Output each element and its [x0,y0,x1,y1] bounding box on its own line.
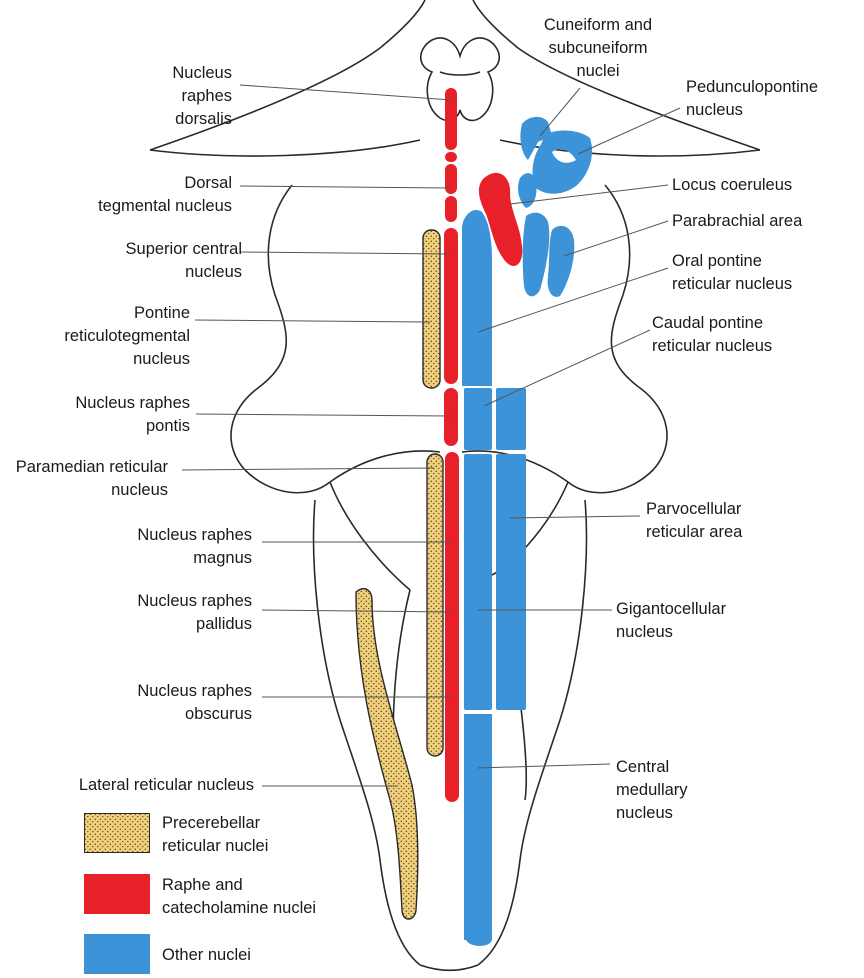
label-nucleus-raphes-magnus: Nucleus raphes magnus [137,526,252,567]
raphe-pontis-shape [444,388,458,446]
label-superior-central: Superior central nucleus [125,240,242,281]
paramedian-reticular-shape [427,454,443,756]
label-pontine-reticulotegmental: Pontine reticulotegmental nucleus [64,304,190,368]
raphe-magnus-pallidus-obscurus-shape [445,452,459,802]
leader-parvocellular [510,516,640,518]
superior-central-shape [444,228,458,384]
label-parabrachial: Parabrachial area [672,212,803,230]
legend-swatch-raphe-rect [84,874,150,914]
lateral-reticular-shape [356,589,418,919]
label-cuneiform: Cuneiform and subcuneiform nuclei [543,16,653,80]
raphe-dorsalis-a [445,88,457,150]
leader-dorsal-tegmental [240,186,450,188]
outline-colliculi [421,38,500,120]
outline-medulla-right [478,500,586,965]
gigantocellular-shape [464,454,492,710]
central-medullary-shape [464,714,492,946]
legend-swatch-other [84,934,150,974]
dorsal-tegmental-b [445,196,457,222]
label-pedunculopontine: Pedunculopontine nucleus [686,78,819,119]
legend-swatch-raphe [84,874,150,914]
outline-medulla-bottom [420,965,478,970]
legend-label-raphe: Raphe and catecholamine nuclei [162,876,317,917]
leader-oral-pontine [478,268,668,332]
label-paramedian-reticular: Paramedian reticular nucleus [15,458,168,499]
precerebellar-nuclei [356,230,443,919]
legend-swatch-precerebellar-rect [85,814,150,853]
outline-colliculi-mid [440,72,480,75]
legend-label-other: Other nuclei [162,946,251,964]
legend-swatch-other-rect [84,934,150,974]
outline-pons-left [231,185,330,493]
label-parvocellular: Parvocellular reticular area [646,500,743,541]
label-lateral-reticular: Lateral reticular nucleus [78,776,254,794]
outline-cut-left [150,140,420,156]
caudal-pontine-right-shape [496,388,526,450]
leader-pedunculopontine [578,108,680,154]
legend-label-precerebellar: Precerebellar reticular nuclei [162,814,269,855]
leader-cuneiform [540,88,580,136]
label-caudal-pontine: Caudal pontine reticular nucleus [652,314,773,355]
legend-swatch-precerebellar [84,813,150,853]
label-central-medullary: Central medullary nucleus [616,758,688,822]
label-nucleus-raphes-pontis: Nucleus raphes pontis [75,394,190,435]
leader-superior-central [240,252,450,254]
parabrachial-right-shape [548,226,575,297]
dorsal-tegmental-a [445,164,457,194]
caudal-pontine-shape [464,388,492,450]
label-nucleus-raphes-pallidus: Nucleus raphes pallidus [137,592,252,633]
leader-pontine-reticulotegmental [195,320,430,322]
outline-inner-low-right [520,700,526,800]
oral-pontine-shape [462,210,492,386]
leader-parabrachial [564,221,668,256]
leader-raphe-pontis [196,414,450,416]
label-dorsal-tegmental: Dorsal tegmental nucleus [98,174,232,215]
parabrachial-shape [523,213,550,297]
label-oral-pontine: Oral pontine reticular nucleus [672,252,793,293]
leader-raphe-dorsalis [240,85,452,100]
outline-inner-left [330,482,410,590]
leader-paramedian [182,468,434,470]
label-nucleus-raphes-dorsalis: Nucleus raphes dorsalis [172,64,232,128]
label-gigantocellular: Gigantocellular nucleus [616,600,727,641]
label-nucleus-raphes-obscurus: Nucleus raphes obscurus [137,682,252,723]
label-locus-coeruleus: Locus coeruleus [672,176,793,194]
outline-pons-bottom-left [330,451,440,482]
leader-caudal-pontine [484,330,650,406]
raphe-dorsalis-b [445,152,457,162]
parvocellular-shape [496,454,526,710]
